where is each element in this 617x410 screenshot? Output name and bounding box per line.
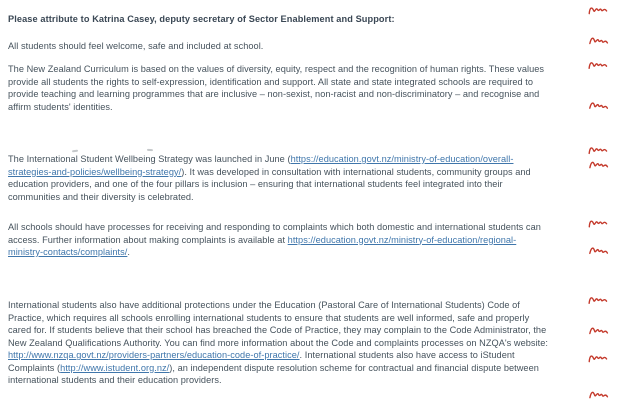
text-segment: The New Zealand Curriculum is based on the values of diversity, equity, respect and the recognition of human rights. These values: [8, 64, 545, 74]
text-line: [8, 63, 611, 76]
text-segment: provide teaching and learning programmes that are inclusive – non-sexist, non-racist and non-discriminatory – and recognise and: [8, 89, 540, 99]
text-segment: communities and their diversity is celebrated.: [8, 191, 194, 202]
text-line: [8, 166, 611, 179]
attribution-heading: [8, 13, 611, 26]
text-segment: Practice, which requires all schools enrolling international students to ensure that students are well informed, safe and properly: [8, 312, 530, 323]
hyperlink[interactable]: ministry-contacts/complaints/: [8, 247, 128, 257]
text-line: [8, 221, 611, 234]
text-segment: All schools should have processes for receiving and responding to complaints which both domestic and international students can: [8, 222, 541, 232]
text-segment: International students also have additional protections under the Education (Pastoral Care of International Students) Code of: [8, 300, 520, 310]
text-segment: . International students also have access to iStudent: [299, 350, 515, 360]
hyperlink[interactable]: http://www.istudent.org.nz/: [60, 362, 170, 373]
text-line: [8, 374, 611, 387]
text-segment: international students and their education providers.: [8, 375, 222, 385]
para-complaints-processes: [8, 221, 611, 259]
text-line: [8, 324, 611, 337]
text-segment: Please attribute to Katrina Casey, deputy secretary of Sector Enablement and Support:: [8, 14, 395, 24]
text-line: [8, 13, 611, 26]
text-line: [8, 299, 611, 312]
hyperlink[interactable]: strategies-and-policies/wellbeing-strategy/: [8, 166, 182, 177]
text-line: [8, 234, 611, 247]
text-line: [8, 312, 611, 325]
text-segment: The International Student Wellbeing Strategy was launched in June (: [8, 154, 291, 164]
hyperlink[interactable]: http://www.nzqa.govt.nz/providers-partners/education-code-of-practice/: [8, 350, 300, 360]
text-segment: Complaints (: [8, 362, 61, 373]
text-line: [8, 40, 611, 53]
para-code-of-practice: [8, 299, 611, 387]
text-line: [8, 178, 611, 191]
text-line: [8, 246, 611, 259]
text-segment: New Zealand Qualifications Authority. You can find more information about the Code and complaints processes on NZQA's website:: [8, 337, 549, 348]
text-segment: cared for. If students believe that their school has breached the Code of Practice, they may complain to the Code Administrator, the: [8, 325, 547, 335]
text-segment: ). It was developed in consultation with international students, community groups and: [181, 166, 531, 177]
text-line: [8, 153, 611, 166]
hyperlink[interactable]: https://education.govt.nz/ministry-of-education/regional-: [287, 234, 517, 245]
text-segment: access. Further information about making complaints is available at: [8, 234, 288, 245]
text-segment: provide all students the rights to self-expression, identification and support. All state and state integrated schools are required to: [8, 76, 534, 87]
text-line: [8, 337, 611, 350]
red-scribble-mark: [589, 389, 609, 402]
text-line: [8, 76, 611, 89]
text-segment: .: [127, 247, 130, 257]
text-line: [8, 362, 611, 375]
para-wellbeing-strategy: [8, 153, 611, 203]
hyperlink[interactable]: https://education.govt.nz/ministry-of-education/overall-: [290, 154, 514, 164]
para-curriculum-values: [8, 63, 611, 113]
text-line: [8, 349, 611, 362]
text-line: [8, 88, 611, 101]
text-segment: education providers, and one of the four pillars is inclusion – ensuring that international students feel integrated into their: [8, 179, 503, 189]
press-statement-document: [8, 0, 611, 387]
text-segment: All students should feel welcome, safe and included at school.: [8, 41, 264, 51]
text-segment: affirm students' identities.: [8, 101, 113, 112]
text-line: [8, 191, 611, 204]
text-line: [8, 101, 611, 114]
text-segment: ), an independent dispute resolution scheme for contractual and financial dispute between: [169, 362, 539, 373]
para-welcome: [8, 40, 611, 53]
